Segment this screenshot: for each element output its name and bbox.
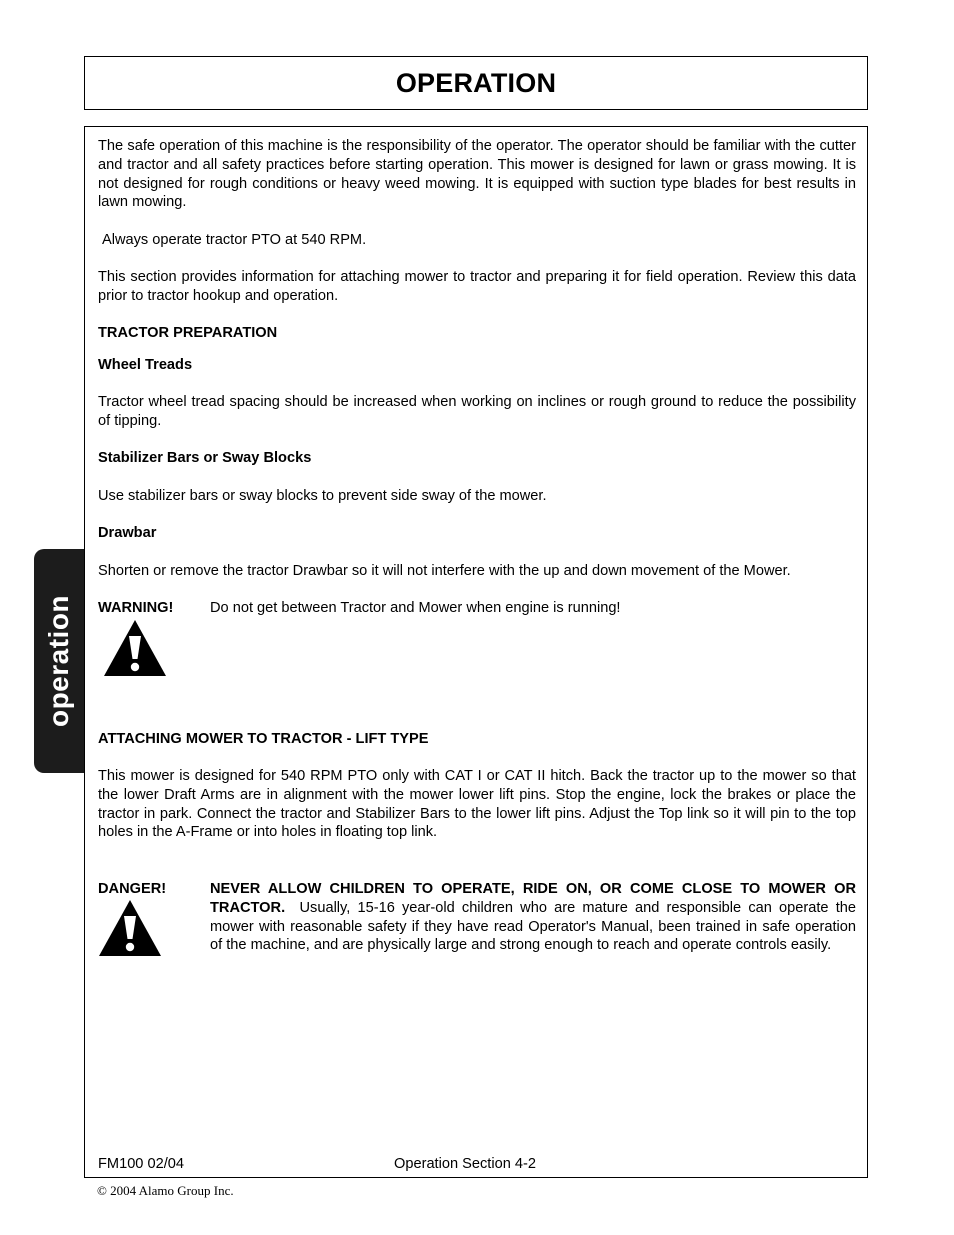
side-tab-label: operation bbox=[43, 594, 74, 728]
tractor-preparation-heading: TRACTOR PREPARATION bbox=[98, 325, 278, 341]
drawbar-paragraph: Shorten or remove the tractor Drawbar so it will not interfere with the up and down movement of the Mower. bbox=[98, 563, 791, 579]
attaching-paragraph: This mower is designed for 540 RPM PTO only with CAT I or CAT II hitch. Back the tractor up to the mower so that the lower Draft Arms are in alignment with the mower lower lift pins. Stop the engine, lock the brakes or place the tractor in park. Connect the tractor and Stabilizer Bars to the lower lift pins. Adjust the Top link so it will pin to the top holes in the A-Frame or into holes in floating top link. bbox=[98, 768, 856, 841]
section-info-paragraph: This section provides information for attaching mower to tractor and preparing it for field operation. Review this data prior to tractor hookup and operation. bbox=[98, 269, 856, 304]
wheel-treads-heading: Wheel Treads bbox=[98, 357, 193, 373]
copyright: © 2004 Alamo Group Inc. bbox=[97, 1183, 234, 1198]
danger-text: Usually, 15-16 year-old children who are mature and responsible can operate the mower with reasonable safety if they have read Operator's Manual, been trained in safe operation of the machine, and are physically large and strong enough to reach and operate controls easily. bbox=[210, 899, 856, 954]
danger-triangle-icon bbox=[97, 898, 163, 958]
page-title: OPERATION bbox=[395, 67, 557, 98]
stabilizer-heading: Stabilizer Bars or Sway Blocks bbox=[98, 450, 312, 466]
page-header bbox=[84, 56, 868, 110]
drawbar-heading: Drawbar bbox=[98, 525, 157, 541]
footer-section-page: Operation Section 4-2 bbox=[394, 1156, 536, 1172]
danger-bold-text: NEVER ALLOW CHILDREN TO OPERATE, RIDE ON, OR COME CLOSE TO MOWER OR TRACTOR. bbox=[210, 881, 856, 916]
footer-model-date: FM100 02/04 bbox=[98, 1156, 184, 1172]
attaching-heading: ATTACHING MOWER TO TRACTOR - LIFT TYPE bbox=[98, 731, 429, 747]
warning-label: WARNING! bbox=[98, 600, 174, 616]
danger-label: DANGER! bbox=[98, 881, 167, 897]
intro-paragraph: The safe operation of this machine is the responsibility of the operator. The operator should be familiar with the cutter and tractor and all safety practices before starting operation. This mower is designed for lawn or grass mowing. It is not designed for rough conditions or heavy weed mowing. It is equipped with suction type blades for best results in lawn mowing. bbox=[98, 138, 856, 211]
warning-text: Do not get between Tractor and Mower when engine is running! bbox=[210, 600, 621, 616]
section-side-tab bbox=[34, 549, 84, 773]
wheel-treads-paragraph: Tractor wheel tread spacing should be increased when working on inclines or rough ground to reduce the possibility of tipping. bbox=[98, 394, 856, 429]
warning-triangle-icon bbox=[102, 618, 168, 678]
pto-note: Always operate tractor PTO at 540 RPM. bbox=[102, 232, 367, 248]
stabilizer-paragraph: Use stabilizer bars or sway blocks to prevent side sway of the mower. bbox=[98, 488, 547, 504]
danger-paragraph bbox=[210, 880, 856, 955]
